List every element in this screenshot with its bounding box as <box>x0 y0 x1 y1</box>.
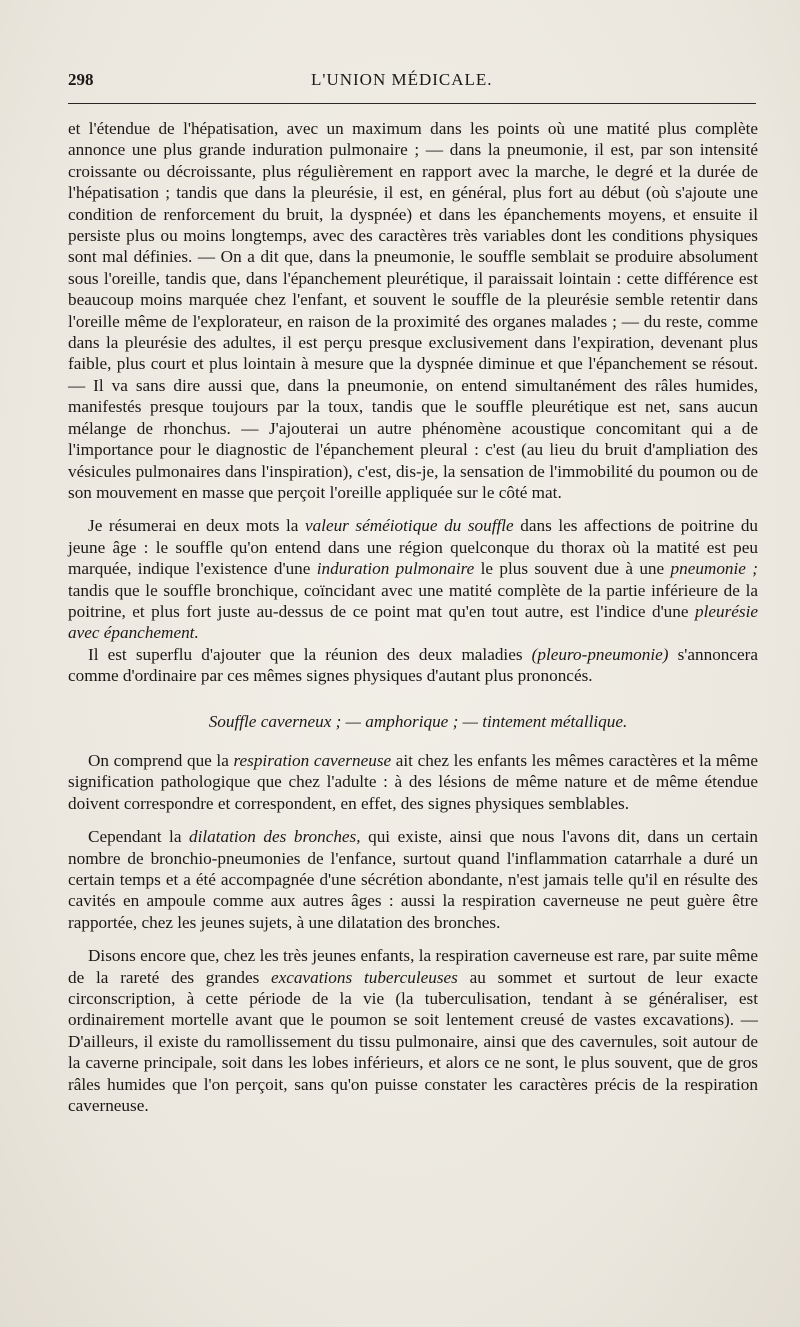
emphasis-pleuro-pneumonie: (pleuro-pneumonie) <box>531 644 669 664</box>
emphasis-excavations: excavations tuberculeuses <box>271 967 458 987</box>
emphasis-induration: induration pulmonaire <box>316 559 475 579</box>
emphasis-valeur-semeiotique: valeur séméiotique du souffle <box>304 516 514 536</box>
emphasis-pneumonie: pneumonie ; <box>670 559 759 579</box>
paragraph-valeur-semeiotique: Je résumerai en deux mots la valeur séméiotique du souffle dans les affections de poitrine du jeune âge : le souffle qu'on entend dans une région quelconque du thorax où la matité est peu marquée, indique l'existence d'une induration pulmonaire le plus souvent due à une pneumonie ; tandis que le souffle bronchique, coïncidant avec une matité complète de la partie inférieure de la poitrine, et plus fort juste au-dessus de ce point mat qu'en tout autre, est l'indice d'une pleurésie avec épanchement. <box>68 516 759 643</box>
emphasis-respiration-caverneuse: respiration caverneuse <box>233 750 392 770</box>
section-heading: Souffle caverneux ; — amphorique ; — tintement métallique. <box>208 711 628 731</box>
paragraph-respiration-caverneuse: On comprend que la respiration caverneuse ait chez les enfants les mêmes caractères et la même signification pathologique que chez l'adulte : à des lésions de même nature et de même étendue doivent correspondre et correspondent, en effet, des signes physiques semblables. <box>68 750 759 813</box>
emphasis-dilatation-bronches: dilatation des bronches, <box>189 827 361 847</box>
header-rule <box>68 103 756 104</box>
emphasis-pleuresie: pleurésie avec épanchement. <box>68 601 758 643</box>
page-number: 298 <box>68 70 94 89</box>
paragraph-tres-jeunes-enfants: Disons encore que, chez les très jeunes enfants, la respiration caverneuse est rare, par suite même de la rareté des grandes excavations tuberculeuses au sommet et surtout de leur exacte circonscription, à cette période de la vie (la tuberculisation, tendant à se généraliser, est ordinairement mortelle avant que le poumon se soit lentement creusé de vastes excavations). — D'ailleurs, il existe du ramollissement du tissu pulmonaire, ainsi que des cavernules, soit autour de la caverne principale, soit dans les lobes inférieurs, et alors ce ne sont, le plus souvent, que de gros râles humides que l'on perçoit, sans qu'on puisse constater les caractères précis de la respiration caverneuse. <box>68 946 758 1116</box>
paragraph-hepatisation: et l'étendue de l'hépatisation, avec un maximum dans les points où une matité plus complète annonce une plus grande induration pulmonaire ; — dans la pneumonie, il est, par son intensité croissante ou décroissante, plus régulièrement en rapport avec la marche, le degré et la durée de l'hépatisation ; tandis que dans la pleurésie, il est, en général, plus fort au début (où s'ajoute une condition de renforcement du bruit, la dyspnée) et dans les épanchements moyens, et ensuite il persiste plus ou moins longtemps, avec des caractères très variables dont les conditions physiques sont mal définies. — On a dit que, dans la pneumonie, le souffle semblait se produire absolument sous l'oreille, tandis que, dans l'épanchement pleurétique, il paraissait lointain : cette différence est beaucoup moins marquée chez l'enfant, et souvent le souffle de la pleurésie semble retentir dans l'oreille même de l'explorateur, en raison de la proximité des organes malades ; — du reste, comme dans la pleurésie des adultes, il est perçu presque exclusivement dans l'expiration, devenant plus faible, plus court et plus lointain à mesure que la dyspnée diminue et que l'épanchement se résout. — Il va sans dire aussi que, dans la pneumonie, on entend simultanément des râles humides, manifestés presque toujours par la toux, tandis que le souffle pleurétique est net, sans aucun mélange de rhonchus. — J'ajouterai un autre phénomène acoustique concomitant qui a de l'importance pour le diagnostic de l'épanchement pleural : c'est (au lieu du bruit d'ampliation des vésicules pulmonaires dans l'inspiration), c'est, dis-je, la sensation de l'immobilité du poumon ou de son mouvement en masse que perçoit l'oreille appliquée sur le côté mat. <box>68 119 758 502</box>
body-text <box>68 118 758 1116</box>
paragraph-dilatation-bronches: Cependant la dilatation des bronches, qui existe, ainsi que nous l'avons dit, dans un certain nombre de bronchio-pneumonies de l'enfance, surtout quand l'inflammation catarrhale a duré un certain temps et a été accompagnée d'une sécrétion abondante, n'est jamais telle qu'il en résulte des cavités en ampoule comme aux autres âges : aussi la respiration caverneuse ne peut guère être rapportée, chez les jeunes sujets, à une dilatation des bronches. <box>68 827 758 932</box>
running-head <box>68 70 758 98</box>
paragraph-pleuro-pneumonie: Il est superflu d'ajouter que la réunion des deux maladies (pleuro-pneumonie) s'annoncera comme d'ordinaire par ces mêmes signes physiques d'autant plus prononcés. <box>68 644 759 686</box>
running-title: L'UNION MÉDICALE. <box>311 70 493 89</box>
